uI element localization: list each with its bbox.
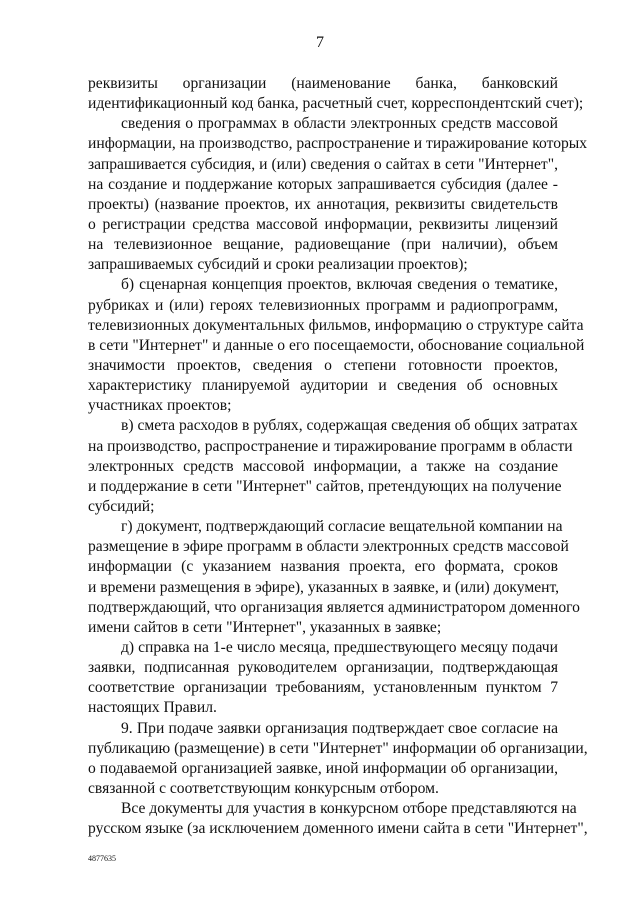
text-line: о подаваемой организацией заявке, иной информации об организации, bbox=[88, 759, 558, 777]
text-line: электронных средств массовой информации, а также на создание bbox=[88, 457, 558, 475]
text-line: запрашивается субсидия, и (или) сведения о сайтах в сети "Интернет", bbox=[88, 155, 558, 173]
text-line: о регистрации средства массовой информации, реквизиты лицензий bbox=[88, 215, 558, 233]
document-body bbox=[88, 74, 588, 839]
text-line: настоящих Правил. bbox=[88, 699, 217, 717]
text-line: участниках проектов; bbox=[88, 397, 232, 415]
text-line: и поддержание в сети "Интернет" сайтов, претендующих на получение bbox=[88, 477, 562, 495]
text-line: и времени размещения в эфире), указанных в заявке, и (или) документ, bbox=[88, 578, 559, 596]
paragraph-first-line: в) смета расходов в рублях, содержащая сведения об общих затратах bbox=[121, 417, 578, 435]
text-line: в сети "Интернет" и данные о его посещаемости, обоснование социальной bbox=[88, 336, 585, 354]
paragraph-first-line: 9. При подаче заявки организация подтверждает свое согласие на bbox=[121, 719, 558, 737]
paragraph-first-line: д) справка на 1-е число месяца, предшествующего месяцу подачи bbox=[121, 638, 558, 656]
text-line: информации, на производство, распространение и тиражирование которых bbox=[88, 135, 588, 153]
text-line: соответствие организации требованиям, установленным пунктом 7 bbox=[88, 679, 558, 697]
text-line: имени сайтов в сети "Интернет", указанных в заявке; bbox=[88, 618, 442, 636]
paragraph-first-line: б) сценарная концепция проектов, включая сведения о тематике, bbox=[121, 276, 558, 294]
text-line: характеристику планируемой аудитории и сведения об основных bbox=[88, 377, 558, 395]
text-line: на производство, распространение и тиражирование программ в области bbox=[88, 437, 573, 455]
text-line: значимости проектов, сведения о степени готовности проектов, bbox=[88, 356, 558, 374]
text-line: запрашиваемых субсидий и сроки реализации проектов); bbox=[88, 256, 468, 274]
page-number: 7 bbox=[316, 34, 324, 51]
text-line: подтверждающий, что организация является администратором доменного bbox=[88, 598, 580, 616]
text-line: реквизиты организации (наименование банка, банковский bbox=[88, 75, 558, 92]
text-line: связанной с соответствующим конкурсным отбором. bbox=[88, 779, 439, 797]
text-line: рубриках и (или) героях телевизионных программ и радиопрограмм, bbox=[88, 296, 558, 314]
paragraph-first-line: г) документ, подтверждающий согласие вещательной компании на bbox=[121, 518, 563, 536]
text-line: информации (с указанием названия проекта, его формата, сроков bbox=[88, 558, 558, 576]
paragraph-first-line: Все документы для участия в конкурсном отборе представляются на bbox=[121, 800, 577, 818]
text-line: заявки, подписанная руководителем организации, подтверждающая bbox=[88, 659, 558, 677]
text-line: на создание и поддержание которых запрашивается субсидия (далее - bbox=[88, 175, 558, 193]
text-line: идентификационный код банка, расчетный счет, корреспондентский счет); bbox=[88, 95, 584, 113]
document-code: 4877635 bbox=[88, 854, 116, 863]
text-line: публикацию (размещение) в сети "Интернет" информации об организации, bbox=[88, 739, 588, 757]
text-line: субсидий; bbox=[88, 497, 155, 515]
text-line: русском языке (за исключением доменного имени сайта в сети "Интернет", bbox=[88, 820, 588, 838]
text-line: телевизионных документальных фильмов, информацию о структуре сайта bbox=[88, 316, 584, 334]
text-line: на телевизионное вещание, радиовещание (при наличии), объем bbox=[88, 236, 558, 254]
text-line: размещение в эфире программ в области электронных средств массовой bbox=[88, 538, 569, 556]
paragraph-first-line: сведения о программах в области электронных средств массовой bbox=[121, 115, 558, 133]
text-line: проекты) (название проектов, их аннотация, реквизиты свидетельств bbox=[88, 195, 558, 213]
